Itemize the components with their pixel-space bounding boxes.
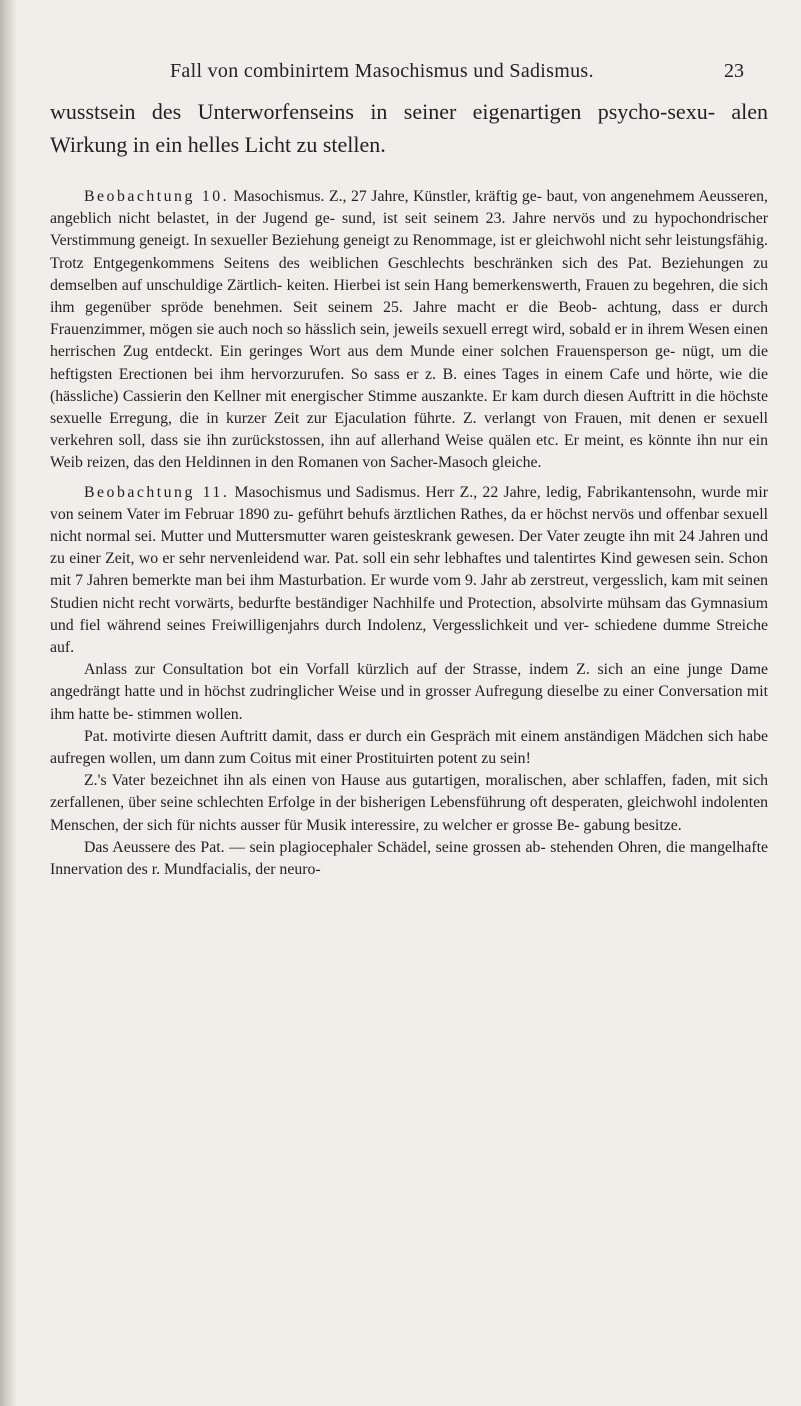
paragraph-motivirte: Pat. motivirte diesen Auftritt damit, dass er durch ein Gespräch mit einem anständigen Mädchen sich habe aufregen wollen, um dann zum Coitus mit einer Prostituirten potent zu sein! bbox=[50, 727, 768, 768]
running-title: Fall von combinirtem Masochismus und Sadismus. bbox=[170, 60, 594, 82]
main-text bbox=[50, 95, 768, 881]
page-number: 23 bbox=[724, 60, 744, 82]
observation-11-label: Beobachtung 11. bbox=[84, 483, 230, 501]
observation-10 bbox=[50, 186, 768, 475]
observation-11 bbox=[50, 482, 768, 660]
paragraph-anlass: Anlass zur Consultation bot ein Vorfall kürzlich auf der Strasse, indem Z. sich an eine junge Dame angedrängt hatte und in höchst zudringlicher Weise und in grosser Aufregung dieselbe zu einer Conversation mit ihm hatte be- stimmen wollen. bbox=[50, 661, 768, 723]
lead-paragraph: wusstsein des Unterworfenseins in seiner eigenartigen psycho-sexu- alen Wirkung in ein helles Licht zu stellen. bbox=[50, 99, 768, 157]
paragraph-aeussere: Das Aeussere des Pat. — sein plagiocephaler Schädel, seine grossen ab- stehenden Ohren, die mangelhafte Innervation des r. Mundfacialis, der neuro- bbox=[50, 838, 768, 879]
observation-11-text: Masochismus und Sadismus. Herr Z., 22 Jahre, ledig, Fabrikantensohn, wurde mir von seinem Vater im Februar 1890 zu- geführt behufs ärztlichen Rathes, da er höchst nervös und offenbar sexuell nicht normal sei. Mutter und Muttersmutter waren geisteskrank gewesen. Der Vater zeugte ihn mit 24 Jahren und zu einer Zeit, wo er sehr nervenleidend war. Pat. soll ein sehr lebhaftes und talentirtes Kind gewesen sein. Schon mit 7 Jahren bemerkte man bei ihm Masturbation. Er wurde vom 9. Jahr ab zerstreut, vergesslich, kam mit seinen Studien nicht recht vorwärts, bedurfte beständiger Nachhilfe und Protection, absolvirte mühsam das Gymnasium und fiel während seines Freiwilligenjahrs durch Indolenz, Vergesslichkeit und ver- schiedene dumme Streiche auf. bbox=[50, 483, 768, 657]
book-spine-shadow bbox=[0, 0, 16, 1406]
observation-10-label: Beobachtung 10. bbox=[84, 188, 230, 205]
observation-10-text: Masochismus. Z., 27 Jahre, Künstler, kräftig ge- baut, von angenehmem Aeusseren, angeblich nicht belastet, in der Jugend ge- sund, ist seit seinem 23. Jahre nervös und zu hypochondrischer Verstimmung geneigt. In sexueller Beziehung geneigt zu Renommage, ist er gleichwohl nicht sehr leistungsfähig. Trotz Entgegenkommens Seitens des weiblichen Geschlechts beschränken sich des Pat. Beziehungen zu demselben auf unschuldige Zärtlich- keiten. Hierbei ist sein Hang bemerkenswerth, Frauen zu begehren, die sich ihm gegenüber spröde benehmen. Seit seinem 25. Jahre macht er die Beob- achtung, dass er durch Frauenzimmer, mögen sie auch noch so hässlich sein, jeweils sexuell erregt wird, sobald er in ihrem Wesen einen herrischen Zug entdeckt. Ein geringes Wort aus dem Munde einer solchen Frauensperson ge- nügt, um die heftigsten Erectionen bei ihm hervorzurufen. So sass er z. B. eines Tages in einem Cafe und hörte, wie die (hässliche) Cassierin den Kellner mit energischer Stimme auszankte. Er kam durch diesen Auftritt in die höchste sexuelle Erregung, die in kurzer Zeit zur Ejaculation führte. Z. verlangt von Frauen, mit denen er sexuell verkehren soll, dass sie ihn zurückstossen, ihn auf allerhand Weise quälen etc. Er meint, es könnte ihn nur ein Weib reizen, das den Heldinnen in den Romanen von Sacher-Masoch gleiche. bbox=[50, 188, 769, 472]
paragraph-vater: Z.'s Vater bezeichnet ihn als einen von Hause aus gutartigen, moralischen, aber schlaffen, faden, mit sich zerfallenen, über seine schlechten Erfolge in der bisherigen Lebensführung oft desperaten, gleichwohl indolenten Menschen, der sich für nichts ausser für Musik interessire, zu welcher er grosse Be- gabung besitze. bbox=[50, 772, 768, 834]
